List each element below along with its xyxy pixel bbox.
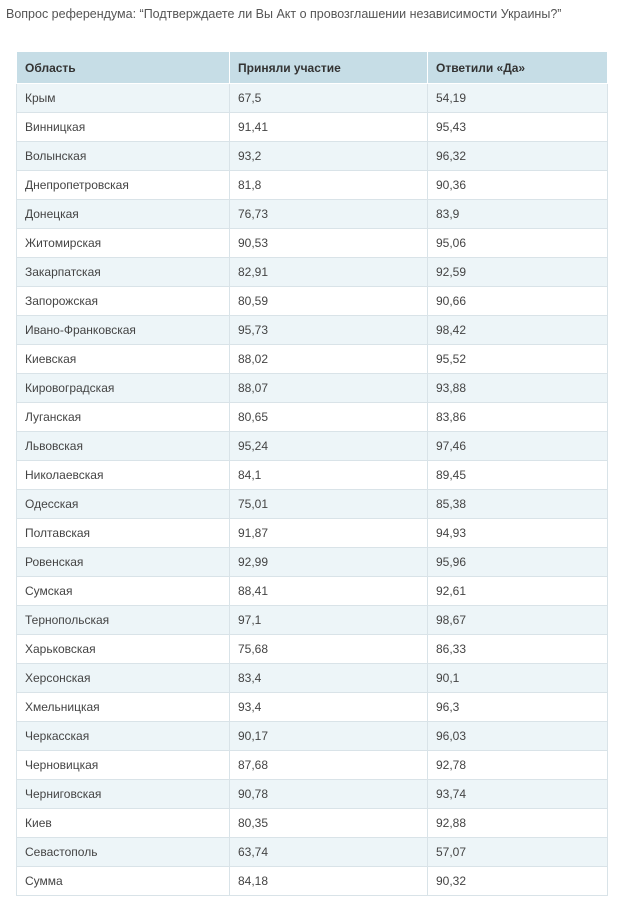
table-row — [17, 374, 608, 403]
cell-region: Днепропетровская — [17, 171, 230, 200]
cell-yes-votes: 93,74 — [428, 780, 608, 809]
table-row — [17, 461, 608, 490]
cell-region: Черкасская — [17, 722, 230, 751]
cell-turnout: 93,4 — [230, 693, 428, 722]
cell-turnout: 84,1 — [230, 461, 428, 490]
cell-turnout: 90,17 — [230, 722, 428, 751]
cell-turnout: 88,02 — [230, 345, 428, 374]
table-row — [17, 722, 608, 751]
referendum-question: Вопрос референдума: “Подтверждаете ли Вы Акт о провозглашении независимости Украины?” — [6, 7, 562, 21]
table-header-row — [17, 52, 608, 84]
cell-region: Закарпатская — [17, 258, 230, 287]
cell-yes-votes: 90,66 — [428, 287, 608, 316]
cell-region: Харьковская — [17, 635, 230, 664]
cell-yes-votes: 96,32 — [428, 142, 608, 171]
cell-yes-votes: 83,86 — [428, 403, 608, 432]
cell-yes-votes: 95,43 — [428, 113, 608, 142]
cell-turnout: 76,73 — [230, 200, 428, 229]
cell-region: Ровенская — [17, 548, 230, 577]
cell-turnout: 90,78 — [230, 780, 428, 809]
cell-yes-votes: 92,61 — [428, 577, 608, 606]
cell-turnout: 63,74 — [230, 838, 428, 867]
cell-region: Херсонская — [17, 664, 230, 693]
cell-region: Хмельницкая — [17, 693, 230, 722]
cell-turnout: 75,68 — [230, 635, 428, 664]
results-table — [16, 51, 608, 896]
cell-turnout: 97,1 — [230, 606, 428, 635]
results-table-container — [16, 51, 607, 896]
table-row — [17, 84, 608, 113]
cell-turnout: 87,68 — [230, 751, 428, 780]
cell-yes-votes: 96,3 — [428, 693, 608, 722]
cell-region: Черниговская — [17, 780, 230, 809]
cell-turnout: 81,8 — [230, 171, 428, 200]
table-row — [17, 838, 608, 867]
table-row — [17, 113, 608, 142]
cell-turnout: 88,41 — [230, 577, 428, 606]
cell-yes-votes: 92,59 — [428, 258, 608, 287]
cell-yes-votes: 90,36 — [428, 171, 608, 200]
cell-region: Николаевская — [17, 461, 230, 490]
cell-turnout: 88,07 — [230, 374, 428, 403]
table-row — [17, 403, 608, 432]
cell-yes-votes: 89,45 — [428, 461, 608, 490]
table-row — [17, 809, 608, 838]
cell-turnout: 92,99 — [230, 548, 428, 577]
cell-region: Сумма — [17, 867, 230, 896]
cell-region: Одесская — [17, 490, 230, 519]
cell-yes-votes: 96,03 — [428, 722, 608, 751]
table-row — [17, 548, 608, 577]
cell-region: Винницкая — [17, 113, 230, 142]
header-yes-votes: Ответили «Да» — [428, 52, 608, 84]
cell-turnout: 91,41 — [230, 113, 428, 142]
table-row — [17, 635, 608, 664]
cell-turnout: 95,73 — [230, 316, 428, 345]
cell-region: Сумская — [17, 577, 230, 606]
table-row — [17, 780, 608, 809]
cell-yes-votes: 57,07 — [428, 838, 608, 867]
cell-region: Волынская — [17, 142, 230, 171]
cell-yes-votes: 97,46 — [428, 432, 608, 461]
header-region: Область — [17, 52, 230, 84]
cell-region: Киев — [17, 809, 230, 838]
cell-turnout: 82,91 — [230, 258, 428, 287]
cell-region: Ивано-Франковская — [17, 316, 230, 345]
cell-yes-votes: 90,1 — [428, 664, 608, 693]
cell-yes-votes: 94,93 — [428, 519, 608, 548]
table-row — [17, 606, 608, 635]
cell-turnout: 84,18 — [230, 867, 428, 896]
cell-turnout: 75,01 — [230, 490, 428, 519]
cell-yes-votes: 98,67 — [428, 606, 608, 635]
cell-yes-votes: 95,52 — [428, 345, 608, 374]
table-body — [17, 84, 608, 896]
cell-yes-votes: 90,32 — [428, 867, 608, 896]
header-turnout: Приняли участие — [230, 52, 428, 84]
cell-turnout: 67,5 — [230, 84, 428, 113]
table-row — [17, 142, 608, 171]
cell-turnout: 80,35 — [230, 809, 428, 838]
cell-yes-votes: 85,38 — [428, 490, 608, 519]
cell-yes-votes: 93,88 — [428, 374, 608, 403]
cell-region: Севастополь — [17, 838, 230, 867]
cell-turnout: 95,24 — [230, 432, 428, 461]
cell-yes-votes: 83,9 — [428, 200, 608, 229]
cell-yes-votes: 95,96 — [428, 548, 608, 577]
cell-region: Киевская — [17, 345, 230, 374]
cell-region: Черновицкая — [17, 751, 230, 780]
cell-turnout: 90,53 — [230, 229, 428, 258]
cell-turnout: 83,4 — [230, 664, 428, 693]
table-row — [17, 200, 608, 229]
cell-region: Луганская — [17, 403, 230, 432]
cell-turnout: 93,2 — [230, 142, 428, 171]
cell-region: Львовская — [17, 432, 230, 461]
table-row — [17, 693, 608, 722]
table-row — [17, 519, 608, 548]
cell-yes-votes: 95,06 — [428, 229, 608, 258]
cell-region: Полтавская — [17, 519, 230, 548]
table-row — [17, 664, 608, 693]
table-row — [17, 345, 608, 374]
cell-region: Тернопольская — [17, 606, 230, 635]
table-row — [17, 316, 608, 345]
cell-region: Житомирская — [17, 229, 230, 258]
cell-region: Кировоградская — [17, 374, 230, 403]
cell-region: Крым — [17, 84, 230, 113]
cell-region: Донецкая — [17, 200, 230, 229]
table-row — [17, 867, 608, 896]
cell-yes-votes: 54,19 — [428, 84, 608, 113]
table-row — [17, 432, 608, 461]
cell-turnout: 91,87 — [230, 519, 428, 548]
cell-yes-votes: 92,88 — [428, 809, 608, 838]
table-row — [17, 751, 608, 780]
table-row — [17, 171, 608, 200]
cell-region: Запорожская — [17, 287, 230, 316]
table-row — [17, 287, 608, 316]
cell-yes-votes: 86,33 — [428, 635, 608, 664]
cell-yes-votes: 98,42 — [428, 316, 608, 345]
table-row — [17, 577, 608, 606]
cell-turnout: 80,59 — [230, 287, 428, 316]
cell-yes-votes: 92,78 — [428, 751, 608, 780]
table-row — [17, 229, 608, 258]
table-row — [17, 258, 608, 287]
cell-turnout: 80,65 — [230, 403, 428, 432]
table-row — [17, 490, 608, 519]
